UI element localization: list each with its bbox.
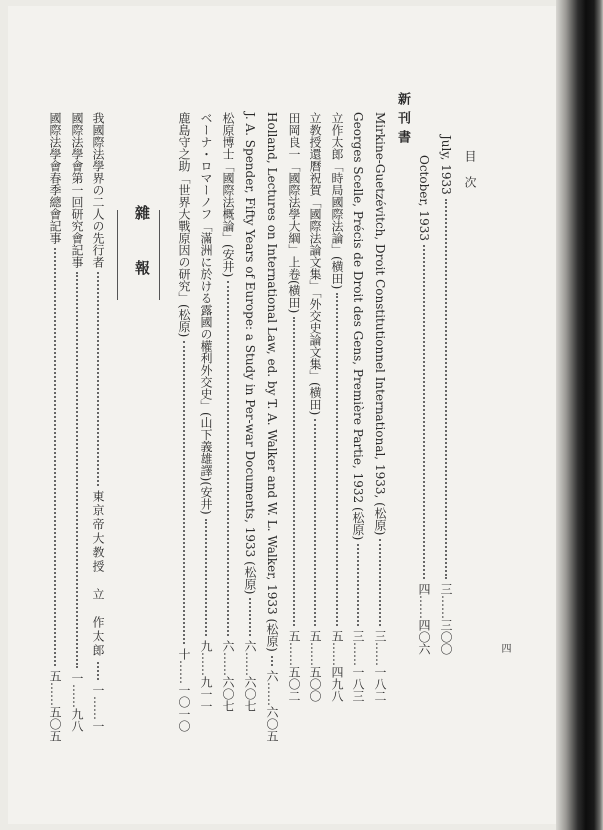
book-entry: Georges Scelle, Précis de Droit des Gens, Première Partie, 1932 (松原) 三……一八三 <box>351 112 365 702</box>
book-entry: 立作太郎「時局國際法論」(横田) 五……四九八 <box>330 112 344 702</box>
dot-leader <box>97 272 99 486</box>
section-heading-new-books: 新刊書 <box>395 92 410 149</box>
book-entry: Holland, Lectures on International Law, ed. by T. A. Walker and W. L. Walker, 1933 (松原) 六……六〇五 <box>265 112 279 742</box>
book-entry: J. A. Spender, Fifty Years of Europe: a Study in Per-war Documents, 1933 (松原) 六……六〇七 <box>243 112 257 712</box>
dot-leader <box>357 544 359 626</box>
book-entry: 松原博士「國際法概論」(安井) 六……六〇七 <box>221 112 235 712</box>
page-mark: 四 <box>499 643 510 653</box>
book-spine-shadow <box>556 0 603 830</box>
book-entry: Mirkine-Guetzévitch, Droit Constitutionnel International, 1933, (松原) 三……一八二 <box>373 112 387 702</box>
toc-entry-october: October, 1933 四……四〇六 <box>417 155 431 655</box>
dot-leader <box>249 598 251 636</box>
section-rule <box>159 210 160 300</box>
dot-leader <box>227 281 229 636</box>
dot-leader <box>183 341 185 644</box>
book-entry: ベーナ・ロマーノフ「滿洲に於ける露國の權利外交史」(山下義雄譯)(安井) 九……九一一 <box>199 112 213 712</box>
book-entry: 鹿島守之助「世界大戰原因の研究」(松原) 十……一〇一〇 <box>177 112 191 732</box>
dot-leader <box>379 539 381 626</box>
misc-entry: 我國際法學界の二人の先行者 東京帝大教授 立 作太郎 一……一 <box>91 112 105 732</box>
dot-leader <box>293 317 295 626</box>
misc-entry: 國際法學會第一回研究會記事 一……九八 <box>70 112 84 732</box>
toc-entry-july: July, 1933 三……三〇〇 <box>439 135 453 655</box>
dot-leader <box>97 662 99 680</box>
dot-leader <box>423 245 425 579</box>
section-rule <box>117 210 118 300</box>
toc-heading: 目次 <box>463 150 477 202</box>
book-entry: 田岡良一「國際法學大綱」上卷(横田) 五……五〇二 <box>287 112 301 702</box>
misc-entry: 國際法學會春季總會記事 五……五〇五 <box>48 112 62 742</box>
dot-leader <box>314 419 316 626</box>
dot-leader <box>445 199 447 579</box>
section-heading-miscellany: 雜報 <box>133 205 151 315</box>
dot-leader <box>271 656 273 666</box>
dot-leader <box>336 293 338 626</box>
book-entry: 立教授還曆祝賀「國際法論文集」「外交史論文集」(横田) 五……五〇〇 <box>308 112 322 702</box>
dot-leader <box>205 519 207 636</box>
dot-leader <box>54 248 56 666</box>
dot-leader <box>76 272 78 668</box>
